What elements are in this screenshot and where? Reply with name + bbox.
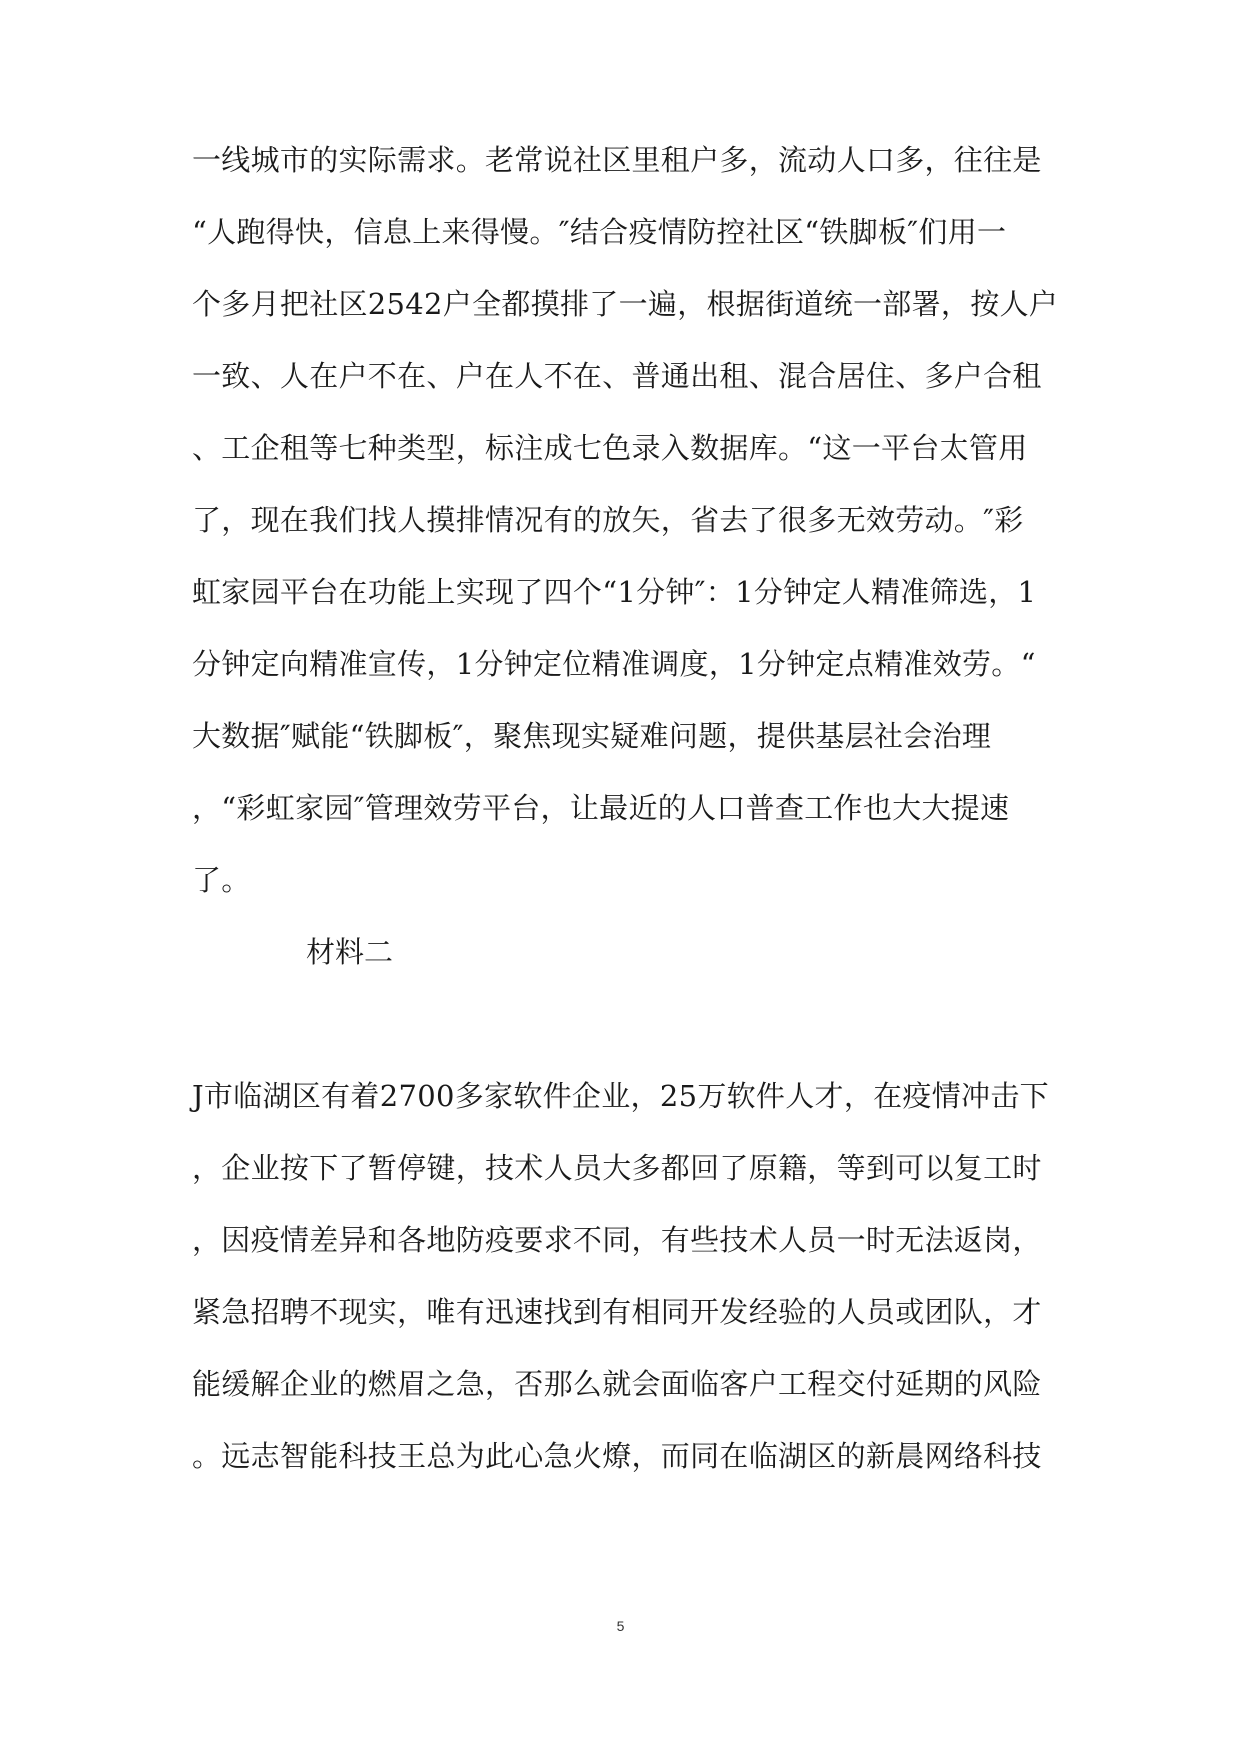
paragraph-2-line-3: ，因疫情差异和各地防疫要求不同，有些技术人员一时无法返岗， — [192, 1223, 1042, 1257]
section-heading: 材料二 — [306, 935, 394, 969]
paragraph-2-line-6: 。远志智能科技王总为此心急火燎，而同在临湖区的新晨网络科技 — [192, 1439, 1042, 1473]
paragraph-2-line-4: 紧急招聘不现实，唯有迅速找到有相同开发经验的人员或团队，才 — [192, 1295, 1042, 1329]
paragraph-2-line-1: J市临湖区有着2700多家软件企业，25万软件人才，在疫情冲击下 — [192, 1079, 1049, 1113]
paragraph-1-line-6: 了，现在我们找人摸排情况有的放矢，省去了很多无效劳动。″彩 — [192, 503, 1024, 537]
paragraph-1-line-11: 了。 — [192, 863, 251, 897]
paragraph-1-line-5: 、工企租等七种类型，标注成七色录入数据库。“这一平台太管用 — [192, 431, 1028, 465]
paragraph-1-line-7: 虹家园平台在功能上实现了四个“1分钟″：1分钟定人精准筛选，1 — [192, 575, 1037, 609]
paragraph-1-line-3: 个多月把社区2542户全都摸排了一遍，根据街道统一部署，按人户 — [192, 287, 1059, 321]
paragraph-1-line-9: 大数据″赋能“铁脚板″，聚焦现实疑难问题，提供基层社会治理 — [192, 719, 992, 753]
paragraph-2-line-2: ，企业按下了暂停键，技术人员大多都回了原籍，等到可以复工时 — [192, 1151, 1042, 1185]
paragraph-1-line-2: “人跑得快，信息上来得慢。″结合疫情防控社区“铁脚板″们用一 — [192, 215, 1007, 249]
page-number: 5 — [616, 1618, 625, 1634]
paragraph-1-line-4: 一致、人在户不在、户在人不在、普通出租、混合居住、多户合租 — [192, 359, 1042, 393]
paragraph-1-line-1: 一线城市的实际需求。老常说社区里租户多，流动人口多，往往是 — [192, 143, 1042, 177]
paragraph-1-line-8: 分钟定向精准宣传，1分钟定位精准调度，1分钟定点精准效劳。“ — [192, 647, 1036, 681]
paragraph-2-line-5: 能缓解企业的燃眉之急，否那么就会面临客户工程交付延期的风险 — [192, 1367, 1042, 1401]
paragraph-1-line-10: ，“彩虹家园″管理效劳平台，让最近的人口普查工作也大大提速 — [192, 791, 1010, 825]
